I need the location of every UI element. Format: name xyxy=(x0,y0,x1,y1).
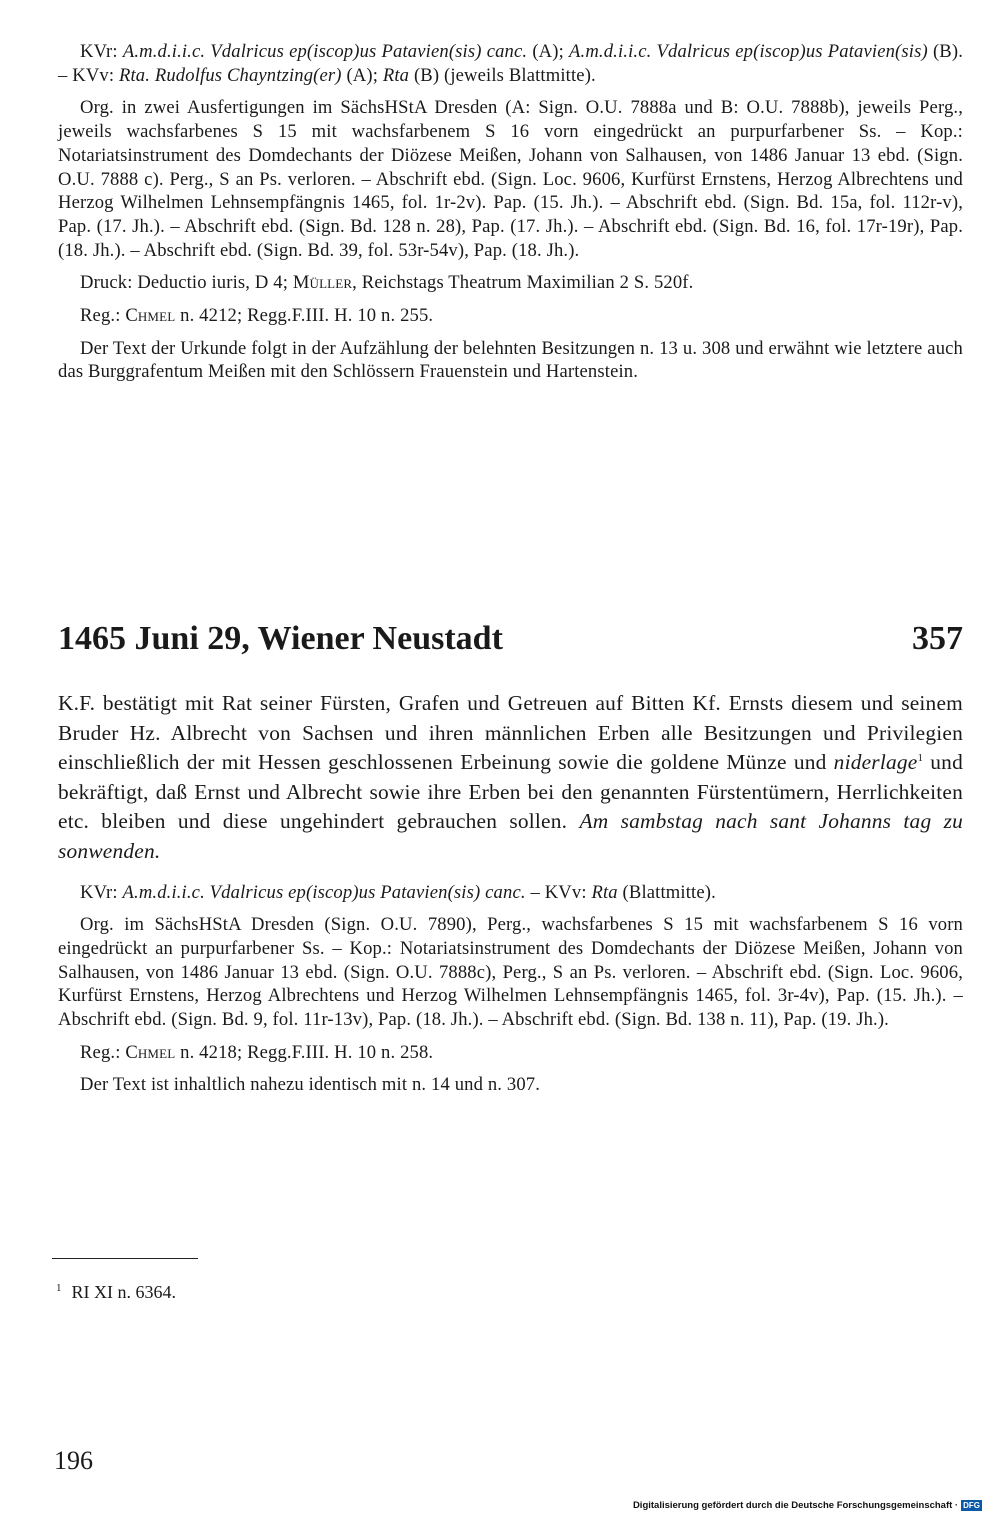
print-paragraph: Druck: Deductio iuris, D 4; Müller, Reichstags Theatrum Maximilian 2 S. 520f. xyxy=(80,272,694,294)
footnote-ref: 1 xyxy=(917,752,924,765)
footnote: $^1$ RI XI n. 6364. xyxy=(56,1282,176,1302)
entry-summary: K.F. bestätigt mit Rat seiner Fürsten, Grafen und Getreuen auf Bitten Kf. Ernsts diesem und seinem Bruder Hz. Albrecht von Sachsen und ihren männlichen Erben alle Besitzungen und Privilegien einschließlich der mit Hessen geschlossenen Erbeinung sowie die goldene Münze und niderlage$^1$ und bekräftigt, daß Ernst und Albrecht sowie ihre Erben bei den genannten Fürstentümern, Herrlichkeiten etc. bleiben und diese ungehindert gebrauchen sollen. Am sambstag nach sant Johanns tag zu sonwenden. xyxy=(58,691,963,863)
entry-body xyxy=(58,689,963,1097)
entry-date-place: 1465 Juni 29, Wiener Neustadt xyxy=(58,620,503,657)
original-paragraph: Org. in zwei Ausfertigungen im SächsHStA Dresden (A: Sign. O.U. 7888a und B: O.U. 7888b), jeweils Perg., jeweils wachsfarbenes S 15 mit wachsfarbenem S 16 vorn eingedrückt an purpurfarbener Ss. – Kop.: Notariatsinstrument des Domdechants der Diözese Meißen, Johann von Salhausen, von 1486 Januar 13 ebd. (Sign. O.U. 7888 c). Perg., S an Ps. verloren. – Abschrift ebd. (Sign. Loc. 9606, Kurfürst Ernstens, Herzog Albrechtens und Herzog Wilhelmen Lehnsempfängnis 1465, fol. 1r-2v). Pap. (15. Jh.). – Abschrift ebd. (Sign. Bd. 15a, fol. 112r-v), Pap. (17. Jh.). – Abschrift ebd. (Sign. Bd. 128 n. 28), Pap. (17. Jh.). – Abschrift ebd. (Sign. Bd. 16, fol. 17r-19r), Pap. (18. Jh.). – Abschrift ebd. (Sign. Bd. 39, fol. 53r-54v), Pap. (18. Jh.). xyxy=(58,97,963,261)
footnote-divider xyxy=(52,1258,198,1259)
entry-number: 357 xyxy=(912,620,963,657)
note-paragraph: Der Text der Urkunde folgt in der Aufzählung der belehnten Besitzungen n. 13 u. 308 und erwähnt wie letztere auch das Burggrafentum Meißen mit den Schlössern Frauenstein und Hartenstein. xyxy=(58,337,963,383)
funding-credit: Digitalisierung gefördert durch die Deutsche Forschungsgemeinschaft · DFG xyxy=(632,1500,980,1511)
entry-note: Der Text ist inhaltlich nahezu identisch mit n. 14 und n. 307. xyxy=(80,1074,541,1096)
entry-regest: Reg.: Chmel n. 4218; Regg.F.III. H. 10 n. 258. xyxy=(80,1041,434,1063)
regest-paragraph: Reg.: Chmel n. 4212; Regg.F.III. H. 10 n. 255. xyxy=(80,305,434,327)
kvr-paragraph: KVr: A.m.d.i.i.c. Vdalricus ep(iscop)us Patavien(sis) canc. (A); A.m.d.i.i.c. Vdalricus ep(iscop)us Patavien(sis) (B). – KVv: Rta. Rudolfus Chayntzing(er) (A); Rta (B) (jeweils Blattmitte). xyxy=(58,41,963,86)
previous-entry-apparatus xyxy=(58,40,963,384)
entry-original: Org. im SächsHStA Dresden (Sign. O.U. 7890), Perg., wachsfarbenes S 15 mit wachsfarbenem S 16 vorn eingedrückt an purpurfarbener Ss. – Kop.: Notariatsinstrument des Domdechants der Diözese Meißen, Johann von Salhausen, von 1486 Januar 13 ebd. (Sign. O.U. 7888c), Perg., S an Ps. verloren. – Abschrift ebd. (Sign. Loc. 9606, Kurfürst Ernstens, Herzog Albrechtens und Herzog Wilhelmen Lehnsempfängnis 1465, fol. 3r-4v), Pap. (15. Jh.). – Abschrift ebd. (Sign. Bd. 9, fol. 11r-13v), Pap. (18. Jh.). – Abschrift ebd. (Sign. Bd. 138 n. 11), Pap. (19. Jh.). xyxy=(58,914,963,1031)
entry-heading xyxy=(58,617,963,661)
page-number: 196 xyxy=(54,1446,93,1475)
dfg-logo-icon: DFG xyxy=(963,1501,980,1510)
entry-kvr: KVr: A.m.d.i.i.c. Vdalricus ep(iscop)us Patavien(sis) canc. – KVv: Rta (Blattmitte). xyxy=(80,881,716,903)
